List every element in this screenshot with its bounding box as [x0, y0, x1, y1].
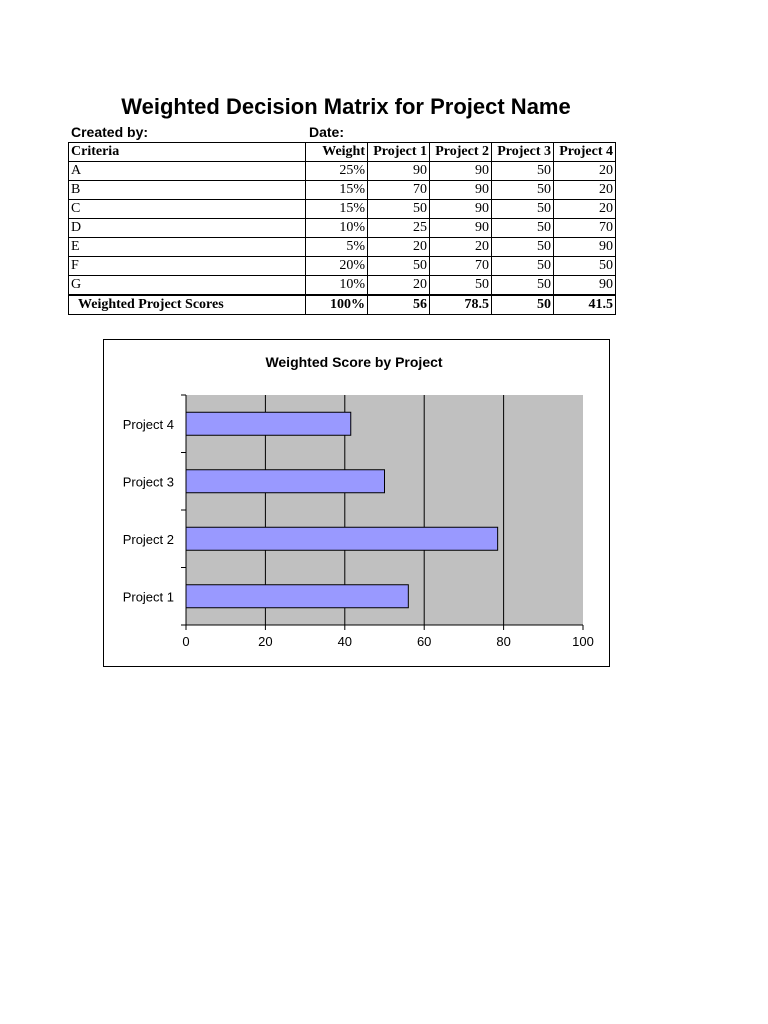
chart-svg [104, 340, 611, 668]
header-project-2: Project 2 [430, 143, 492, 162]
header-project-4: Project 4 [554, 143, 616, 162]
y-category-label: Project 4 [122, 416, 174, 432]
y-category-label: Project 1 [122, 589, 174, 605]
table-header-row [69, 143, 616, 162]
weight-cell: 20% [306, 257, 368, 276]
score-cell: 20 [368, 238, 430, 257]
weight-cell: 25% [306, 162, 368, 181]
table-row [69, 162, 616, 181]
chart-title: Weighted Score by Project [265, 354, 443, 370]
table-row [69, 219, 616, 238]
x-tick-label: 40 [337, 634, 353, 649]
x-tick-label: 60 [416, 634, 432, 649]
table-row [69, 238, 616, 257]
criteria-cell: B [69, 181, 306, 200]
score-cell: 50 [492, 238, 554, 257]
weight-cell: 10% [306, 276, 368, 296]
score-cell: 90 [430, 181, 492, 200]
score-cell: 50 [368, 257, 430, 276]
date-label: Date: [309, 124, 345, 140]
criteria-cell: G [69, 276, 306, 296]
header-criteria: Criteria [69, 143, 306, 162]
x-tick-label: 20 [258, 634, 273, 649]
page-title: Weighted Decision Matrix for Project Name [121, 94, 571, 119]
criteria-cell: C [69, 200, 306, 219]
score-cell: 78.5 [430, 295, 492, 315]
criteria-cell: Weighted Project Scores [69, 295, 306, 315]
bar [186, 527, 498, 550]
score-cell: 90 [430, 162, 492, 181]
header-project-3: Project 3 [492, 143, 554, 162]
weight-cell: 15% [306, 200, 368, 219]
score-cell: 20 [554, 162, 616, 181]
score-cell: 50 [430, 276, 492, 296]
header-project-1: Project 1 [368, 143, 430, 162]
table-row [69, 257, 616, 276]
score-cell: 50 [492, 181, 554, 200]
x-tick-label: 0 [182, 634, 190, 649]
weight-cell: 5% [306, 238, 368, 257]
weight-cell: 10% [306, 219, 368, 238]
x-tick-label: 80 [496, 634, 511, 649]
score-cell: 50 [492, 200, 554, 219]
weight-cell: 15% [306, 181, 368, 200]
table-row [69, 200, 616, 219]
score-cell: 90 [554, 276, 616, 296]
y-category-label: Project 2 [122, 531, 174, 547]
score-cell: 41.5 [554, 295, 616, 315]
decision-matrix-table [68, 142, 616, 315]
y-category-label: Project 3 [122, 474, 174, 490]
score-cell: 25 [368, 219, 430, 238]
criteria-cell: F [69, 257, 306, 276]
weighted-score-chart [103, 339, 610, 667]
score-cell: 90 [430, 219, 492, 238]
x-tick-label: 100 [572, 634, 594, 649]
score-cell: 50 [368, 200, 430, 219]
score-cell: 70 [368, 181, 430, 200]
score-cell: 50 [492, 276, 554, 296]
score-cell: 56 [368, 295, 430, 315]
score-cell: 20 [554, 181, 616, 200]
score-cell: 50 [492, 219, 554, 238]
weight-cell: 100% [306, 295, 368, 315]
score-cell: 50 [554, 257, 616, 276]
score-cell: 70 [430, 257, 492, 276]
matrix-body [69, 143, 616, 315]
score-cell: 90 [430, 200, 492, 219]
score-cell: 70 [554, 219, 616, 238]
score-cell: 50 [492, 295, 554, 315]
header-weight: Weight [306, 143, 368, 162]
score-cell: 50 [492, 257, 554, 276]
criteria-cell: D [69, 219, 306, 238]
total-row [69, 295, 616, 315]
bar [186, 470, 385, 493]
score-cell: 20 [368, 276, 430, 296]
criteria-cell: E [69, 238, 306, 257]
table-row [69, 181, 616, 200]
bar [186, 412, 351, 435]
score-cell: 20 [554, 200, 616, 219]
score-cell: 20 [430, 238, 492, 257]
criteria-cell: A [69, 162, 306, 181]
bar [186, 585, 408, 608]
score-cell: 50 [492, 162, 554, 181]
score-cell: 90 [554, 238, 616, 257]
score-cell: 90 [368, 162, 430, 181]
created-by-label: Created by: [71, 124, 149, 140]
table-row [69, 276, 616, 296]
